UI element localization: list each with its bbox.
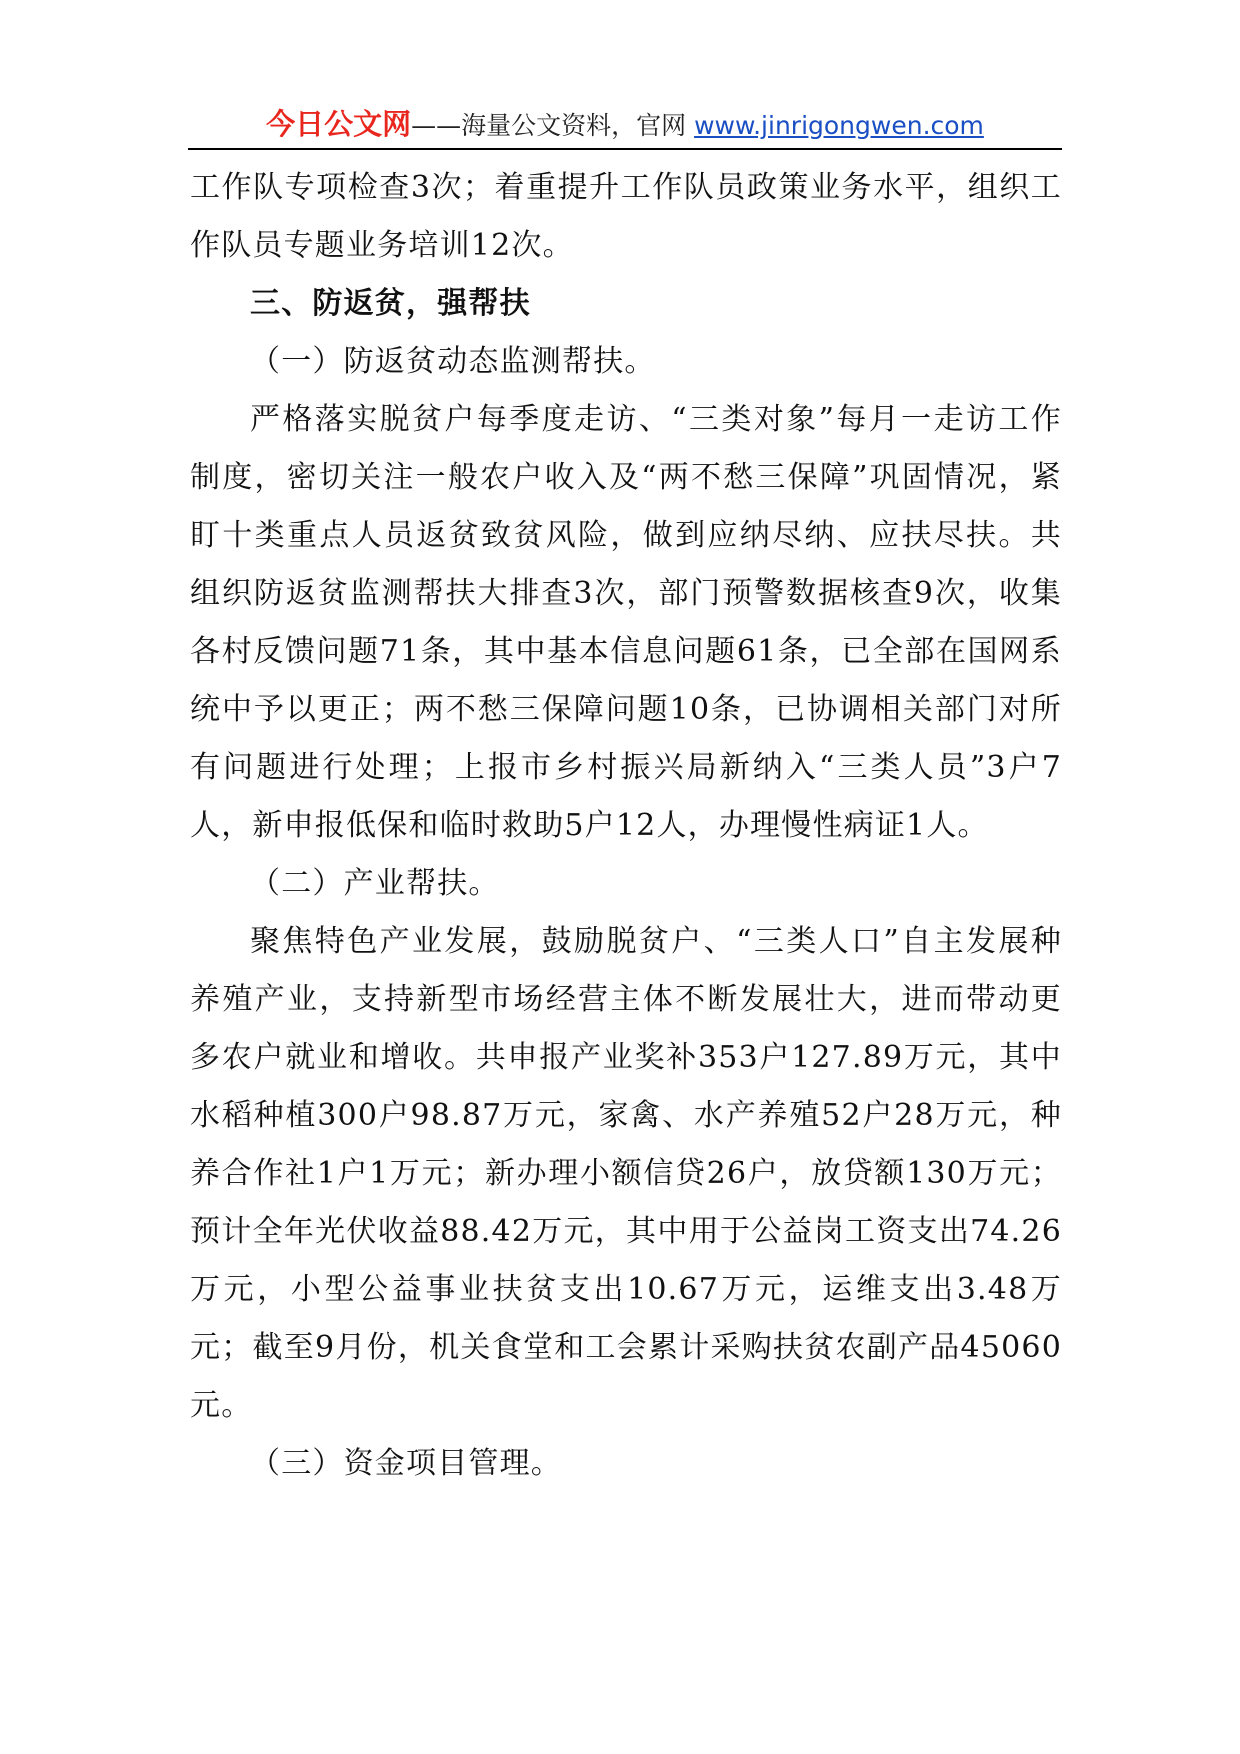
subsection-heading: （三）资金项目管理。	[250, 1446, 562, 1481]
body-paragraph: 聚焦特色产业发展，鼓励脱贫户、“三类人口”自主发展种养殖产业，支持新型市场经营主体不断发展壮大，进而带动更多农户就业和增收。共申报产业奖补353户127.89万元，其中水稻种植300户98.87万元，家禽、水产养殖52户28万元，种养合作社1户1万元；新办理小额信贷26户，放贷额130万元；预计全年光伏收益88.42万元，其中用于公益岗工资支出74.26万元，小型公益事业扶贫支出10.67万元，运维支出3.48万元；截至9月份，机关食堂和工会累计采购扶贫农副产品45060元。	[190, 924, 1062, 1423]
site-url-link[interactable]: www.jinrigongwen.com	[694, 111, 984, 140]
continued-paragraph: 工作队专项检查3次；着重提升工作队员政策业务水平，组织工作队员专题业务培训12次。	[190, 170, 1062, 263]
document-body	[190, 159, 1062, 1493]
subsection-heading: （二）产业帮扶。	[250, 866, 500, 901]
body-paragraph: 严格落实脱贫户每季度走访、“三类对象”每月一走访工作制度，密切关注一般农户收入及“两不愁三保障”巩固情况，紧盯十类重点人员返贫致贫风险，做到应纳尽纳、应扶尽扶。共组织防返贫监测帮扶大排查3次，部门预警数据核查9次，收集各村反馈问题71条，其中基本信息问题61条，已全部在国网系统中予以更正；两不愁三保障问题10条，已协调相关部门对所有问题进行处理；上报市乡村振兴局新纳入“三类人员”3户7人，新申报低保和临时救助5户12人，办理慢性病证1人。	[190, 402, 1062, 843]
site-brand: 今日公文网	[266, 107, 412, 141]
header-dash: ——	[411, 111, 462, 140]
site-tagline: 海量公文资料，官网	[461, 111, 695, 140]
site-header	[188, 104, 1062, 146]
header-divider	[188, 148, 1062, 150]
subsection-heading: （一）防返贫动态监测帮扶。	[250, 344, 656, 379]
section-heading: 三、防返贫，强帮扶	[250, 286, 531, 321]
